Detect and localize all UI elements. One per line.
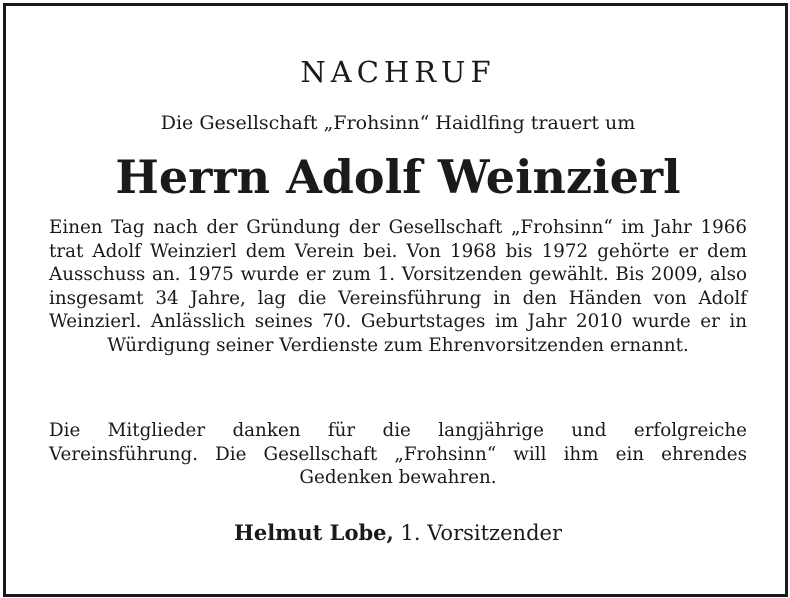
signatory-role: 1. Vorsitzender xyxy=(393,521,562,545)
obituary-paragraph-biography: Einen Tag nach der Gründung der Gesellschaft „Frohsinn“ im Jahr 1966 trat Adolf Weinzierl dem Verein bei. Von 1968 bis 1972 gehörte er dem Ausschuss an. 1975 wurde er zum 1. Vorsitzenden gewählt. Bis 2009, also insgesamt 34 Jahre, lag die Vereinsführung in den Händen von Adolf Weinzierl. Anlässlich seines 70. Geburtstages im Jahr 2010 wurde er in Würdigung seiner Verdienste zum Ehrenvorsitzenden ernannt. xyxy=(49,217,747,356)
signatory-name: Helmut Lobe, xyxy=(234,520,394,545)
obituary-paragraph-thanks: Die Mitglieder danken für die langjährige und erfolgreiche Vereinsführung. Die Gesellschaft „Frohsinn“ will ihm ein ehrendes Gedenken bewahren. xyxy=(49,420,747,488)
obituary-heading: NACHRUF xyxy=(300,55,496,89)
deceased-name: Herrn Adolf Weinzierl xyxy=(115,150,681,204)
obituary-frame xyxy=(3,3,788,597)
signature-line xyxy=(49,522,747,544)
obituary-content xyxy=(49,6,747,594)
obituary-subtitle: Die Gesellschaft „Frohsinn“ Haidlfing trauert um xyxy=(160,112,636,134)
